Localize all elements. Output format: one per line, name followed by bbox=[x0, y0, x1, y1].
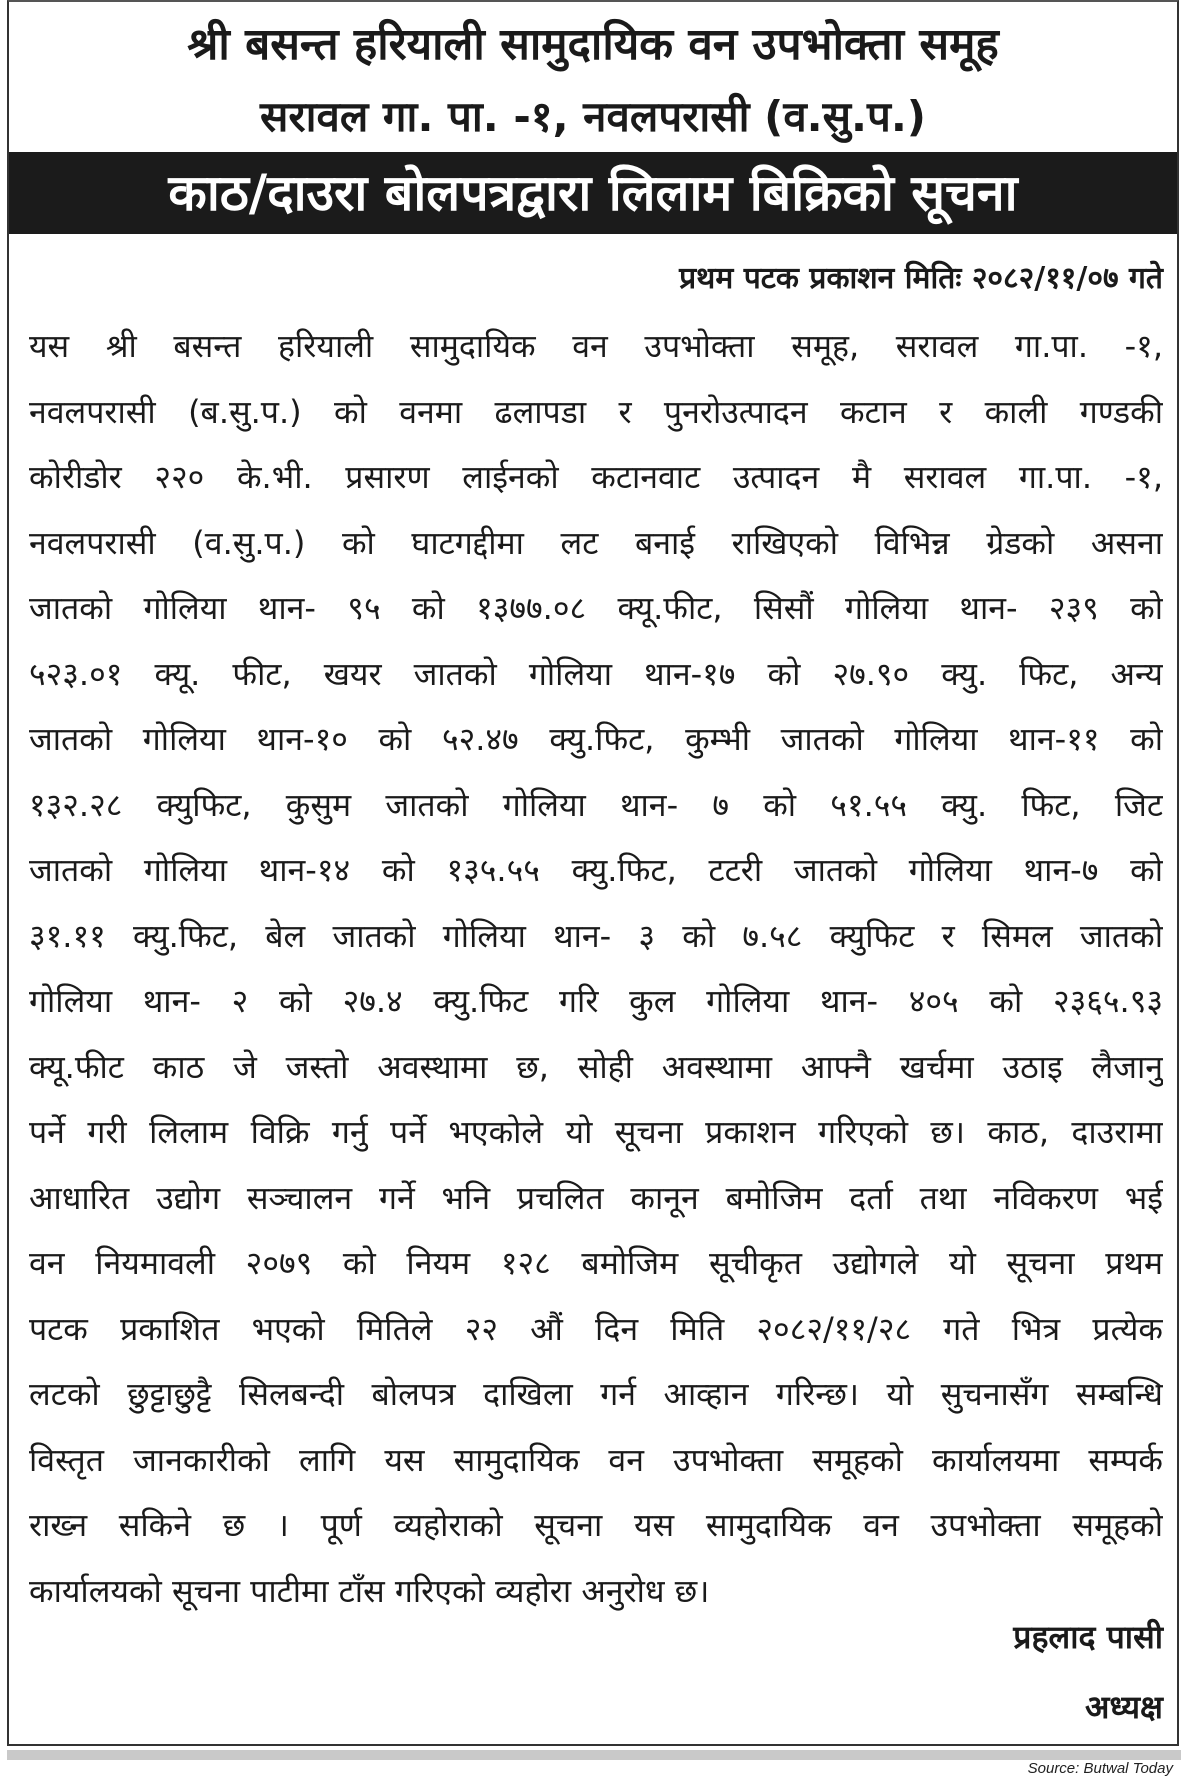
body-line: यस श्री बसन्त हरियाली सामुदायिक वन उपभोक्ता समूह, सरावल गा.पा. -१, bbox=[29, 327, 1163, 365]
body-line: नवलपरासी (व.सु.प.) को घाटगद्दीमा लट बनाई राखिएको विभिन्न ग्रेडको असना bbox=[29, 523, 1163, 562]
body-line: जातको गोलिया थान-१० को ५२.४७ क्यु.फिट, कुम्भी जातको गोलिया थान-११ को bbox=[29, 720, 1163, 758]
body-line: वन नियमावली २०७९ को नियम १२८ बमोजिम सूचीकृत उद्योगले यो सूचना प्रथम bbox=[29, 1244, 1163, 1282]
body-line: विस्तृत जानकारीको लागि यस सामुदायिक वन उपभोक्ता समूहको कार्यालयमा सम्पर्क bbox=[29, 1440, 1163, 1479]
body-line: जातको गोलिया थान-१४ को १३५.५५ क्यु.फिट, टटरी जातको गोलिया थान-७ को bbox=[29, 851, 1163, 889]
body-line: लटको छुट्टाछुट्टै सिलबन्दी बोलपत्र दाखिला गर्न आव्हान गरिन्छ। यो सुचनासँग सम्बन्धि bbox=[29, 1375, 1163, 1413]
body-line: गोलिया थान- २ को २७.४ क्यु.फिट गरि कुल गोलिया थान- ४०५ को २३६५.९३ bbox=[29, 982, 1163, 1020]
body-line: राख्न सकिने छ । पूर्ण व्यहोराको सूचना यस सामुदायिक वन उपभोक्ता समूहको bbox=[29, 1506, 1163, 1544]
body-line: कोरीडोर २२० के.भी. प्रसारण लाईनको कटानवाट उत्पादन मै सरावल गा.पा. -१, bbox=[29, 458, 1163, 496]
body-line: १३२.२८ क्युफिट, कुसुम जातको गोलिया थान- ७ को ५१.५५ क्यु. फिट, जिट bbox=[29, 785, 1163, 824]
organization-name: श्री बसन्त हरियाली सामुदायिक वन उपभोक्ता समूह bbox=[187, 19, 999, 70]
organization-address: सरावल गा. पा. -१, नवलपरासी (व.सु.प.) bbox=[260, 92, 926, 141]
body-line: कार्यालयको सूचना पाटीमा टाँस गरिएको व्यहोरा अनुरोध छ। bbox=[29, 1571, 710, 1610]
body-line: ३१.११ क्यु.फिट, बेल जातको गोलिया थान- ३ को ७.५८ क्युफिट र सिमल जातको bbox=[29, 916, 1163, 955]
body-line: पर्ने गरी लिलाम विक्रि गर्नु पर्ने भएकोले यो सूचना प्रकाशन गरिएको छ। काठ, दाउरामा bbox=[29, 1113, 1163, 1151]
signatory-name: प्रहलाद पासी bbox=[1013, 1618, 1163, 1656]
notice-body bbox=[29, 314, 1163, 1624]
frame-shadow bbox=[7, 1750, 1181, 1760]
body-line: आधारित उद्योग सञ्चालन गर्ने भनि प्रचलित कानून बमोजिम दर्ता तथा नविकरण भई bbox=[29, 1178, 1163, 1217]
body-line: क्यू.फीट काठ जे जस्तो अवस्थामा छ, सोही अवस्थामा आफ्नै खर्चमा उठाइ लैजानु bbox=[29, 1047, 1163, 1086]
notice-title: काठ/दाउरा बोलपत्रद्वारा लिलाम बिक्रिको सूचना bbox=[9, 152, 1177, 234]
body-line: पटक प्रकाशित भएको मितिले २२ औं दिन मिति २०८२/११/२८ गते भित्र प्रत्येक bbox=[29, 1309, 1163, 1348]
publish-date: प्रथम पटक प्रकाशन मितिः २०८२/११/०७ गते bbox=[679, 261, 1163, 296]
signatory-title: अध्यक्ष bbox=[1085, 1688, 1163, 1726]
body-line: जातको गोलिया थान- ९५ को १३७७.०८ क्यू.फीट, सिसौं गोलिया थान- २३९ को bbox=[29, 589, 1163, 627]
body-line: ५२३.०१ क्यू. फीट, खयर जातको गोलिया थान-१७ को २७.९० क्यु. फिट, अन्य bbox=[29, 654, 1163, 693]
source-credit: Source: Butwal Today bbox=[1027, 1760, 1173, 1777]
notice-frame bbox=[7, 0, 1179, 1746]
body-line: नवलपरासी (ब.सु.प.) को वनमा ढलापडा र पुनरोउत्पादन कटान र काली गण्डकी bbox=[29, 392, 1163, 431]
